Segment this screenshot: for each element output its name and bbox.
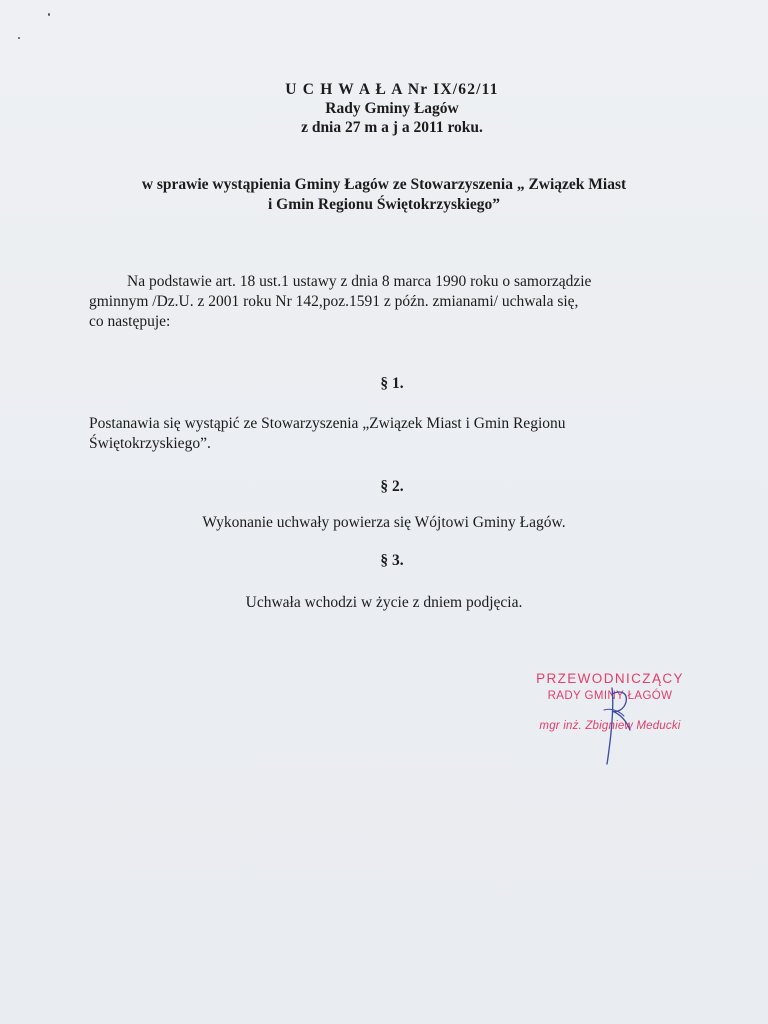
scan-speck bbox=[18, 37, 20, 39]
basis-line-3: co następuje: bbox=[89, 313, 171, 330]
stamp-council: RADY GMINY ŁAGÓW bbox=[547, 690, 673, 702]
stamp-title: PRZEWODNICZĄCY bbox=[536, 671, 684, 686]
scan-speck bbox=[48, 13, 50, 16]
legal-basis-paragraph bbox=[89, 272, 697, 332]
section-3-title: § 3. bbox=[380, 552, 404, 569]
basis-line-2: gminnym /Dz.U. z 2001 roku Nr 142,poz.1591 z późn. zmianami/ uchwala się, bbox=[89, 293, 579, 310]
stamp-name: mgr inż. Zbigniew Meducki bbox=[539, 720, 681, 732]
section-2-title: § 2. bbox=[380, 478, 404, 495]
subject-line-2: i Gmin Regionu Świętokrzyskiego” bbox=[267, 196, 501, 213]
subject-line-1: w sprawie wystąpienia Gminy Łagów ze Stowarzyszenia „ Związek Miast bbox=[141, 176, 627, 193]
basis-line-1: Na podstawie art. 18 ust.1 ustawy z dnia 8 marca 1990 roku o samorządzie bbox=[127, 273, 592, 290]
section-1-text bbox=[89, 414, 695, 454]
section-1-line-1: Postanawia się wystąpić ze Stowarzyszenia „Związek Miast i Gmin Regionu bbox=[89, 415, 566, 432]
council-name: Rady Gminy Łagów bbox=[325, 100, 459, 117]
section-3-text: Uchwała wchodzi w życie z dniem podjęcia. bbox=[245, 594, 523, 611]
resolution-number: U C H W A Ł A Nr IX/62/11 bbox=[285, 81, 499, 98]
handwritten-signature bbox=[590, 680, 650, 765]
section-1-title: § 1. bbox=[380, 375, 404, 392]
resolution-date: z dnia 27 m a j a 2011 roku. bbox=[301, 119, 483, 136]
resolution-subject bbox=[0, 175, 768, 215]
section-1-line-2: Świętokrzyskiego”. bbox=[89, 435, 211, 452]
section-2-text: Wykonanie uchwały powierza się Wójtowi Gminy Łagów. bbox=[202, 514, 566, 531]
